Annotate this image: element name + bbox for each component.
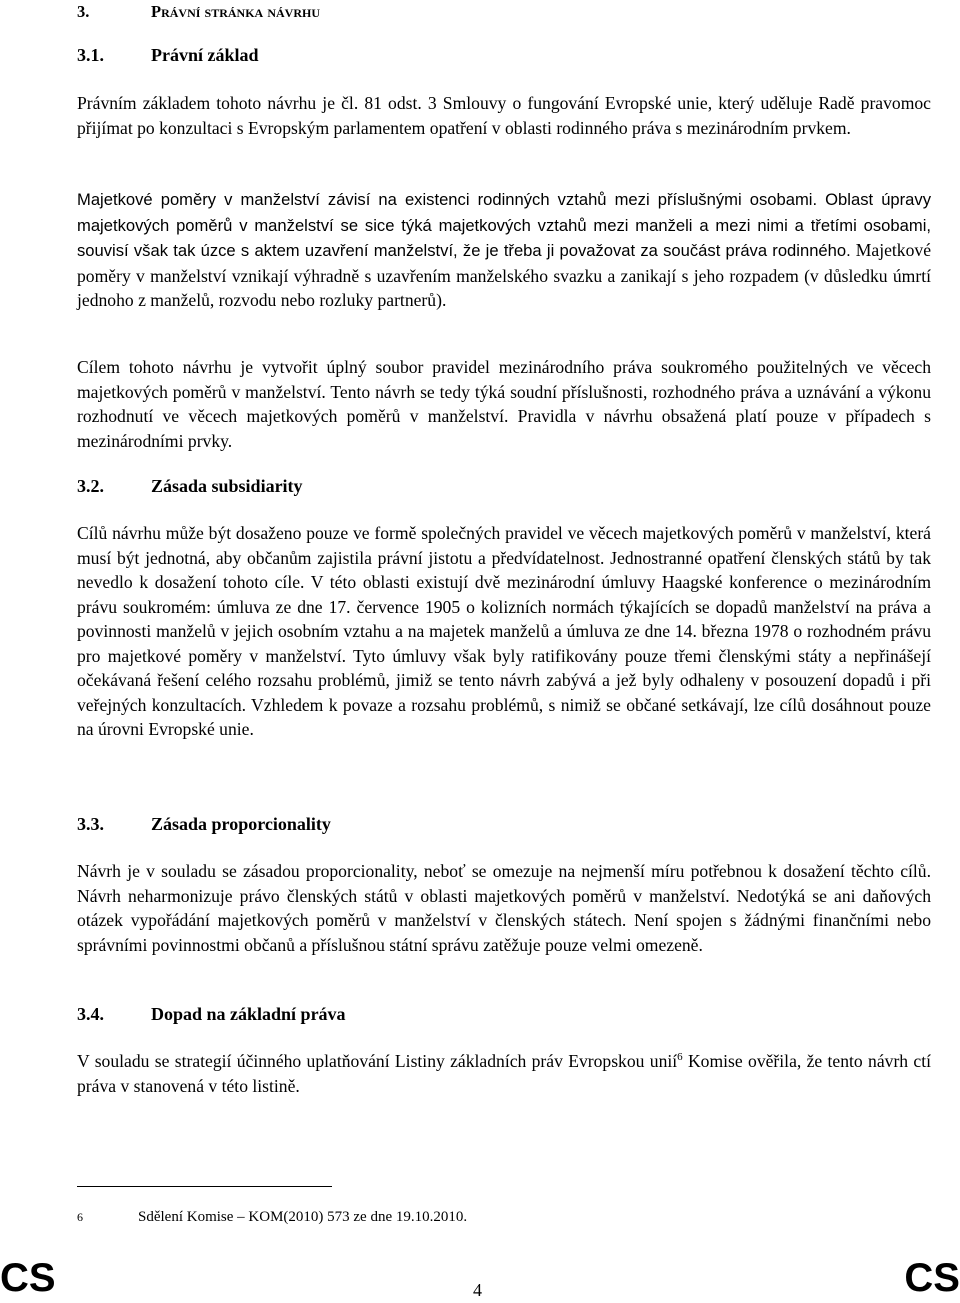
footnote-reference[interactable]: 6	[677, 1051, 683, 1064]
section-3-2-heading	[77, 476, 303, 497]
paragraph-text: Komise ověřila, že tento návrh ctí práva v stanovená v této listině.	[77, 1051, 932, 1096]
footer-language-left: CS	[0, 1256, 56, 1300]
section-number: 3.4.	[77, 1004, 104, 1024]
section-title: Zásada proporcionality	[151, 814, 331, 834]
footer-language-right: CS	[904, 1256, 960, 1300]
page-number: 4	[473, 1280, 482, 1300]
paragraph-serif-part: Majetkové poměry v manželství vznikají výhradně s uzavřením manželského svazku a zanikají s jeho rozpadem (v důsledku úmrtí jednoho z manželů, rozvodu nebo rozluky partnerů).	[77, 240, 931, 310]
section-title: Zásada subsidiarity	[151, 476, 303, 496]
section-3-heading	[77, 2, 320, 22]
paragraph: Cílem tohoto návrhu je vytvořit úplný soubor pravidel mezinárodního práva soukromého použitelných ve věcech majetkových poměrů v manželství. Tento návrh se tedy týká soudní příslušnosti, rozhodného práva a uznávání a výkonu rozhodnutí ve věcech majetkových poměrů v manželství. Pravidla v návrhu obsažená platí pouze v případech s mezinárodními prvky.	[77, 357, 931, 451]
section-3-4-heading	[77, 1004, 346, 1025]
section-number: 3.1.	[77, 45, 104, 65]
section-number: 3.2.	[77, 476, 104, 496]
section-number: 3.	[77, 2, 90, 21]
paragraph: Právním základem tohoto návrhu je čl. 81 odst. 3 Smlouvy o fungování Evropské unie, který uděluje Radě pravomoc přijímat po konzultaci s Evropským parlamentem opatření v oblasti rodinného práva s mezinárodním prvkem.	[77, 93, 931, 138]
section-title: Právní základ	[151, 45, 259, 65]
paragraph: Návrh je v souladu se zásadou proporcionality, neboť se omezuje na nejmenší míru potřebnou k dosažení těchto cílů. Návrh neharmonizuje právo členských států v oblasti majetkových poměrů v manželství. Nedotýká se ani daňových otázek vypořádání majetkových poměrů v manželství v členských státech. Není spojen s žádnými finančními nebo správními povinnostmi občanů a příslušnou státní správu zatěžuje pouze velmi omezeně.	[77, 861, 931, 955]
paragraph	[77, 187, 931, 313]
footnote-number: 6	[77, 1210, 83, 1224]
paragraph	[77, 1049, 931, 1098]
section-3-1-heading	[77, 45, 259, 66]
paragraph: Cílů návrhu může být dosaženo pouze ve formě společných pravidel ve věcech majetkových poměrů v manželství, která musí být jednotná, aby občanům zajistila právní jistotu a předvídatelnost. Jednostranné opatření členských států by tak nevedlo k dosažení tohoto cíle. V této oblasti existují dvě mezinárodní úmluvy Haagské konference o mezinárodním právu soukromém: úmluva ze dne 17. července 1905 o kolizních normách týkajících se dopadů manželství na práva a povinnosti manželů v jejich osobním vztahu a na majetek manželů a úmluva ze dne 14. března 1978 o rozhodném právu pro majetkové poměry v manželství. Tyto úmluvy však byly ratifikovány pouze třemi členskými státy a nepřinášejí očekávaná řešení celého rozsahu problémů, jimiž se tento návrh zabývá a jež byly odhaleny v posouzení dopadů i při veřejných konzultacích. Vzhledem k povaze a rozsahu problémů, s nimiž se občané setkávají, lze cílů dosáhnout pouze na úrovni Evropské unie.	[77, 523, 931, 739]
paragraph-text: V souladu se strategií účinného uplatňování Listiny základních práv Evropskou unií	[77, 1051, 678, 1071]
paragraph-sans-part: Majetkové poměry v manželství závisí na existenci rodinných vztahů mezi příslušnými osobami. Oblast úpravy majetkových poměrů v manželství se sice týká majetkových vztahů mezi manželi a mezi nimi a třetími osobami, souvisí však tak úzce s aktem uzavření manželství, že je třeba ji považovat za součást práva rodinného.	[77, 190, 931, 260]
section-title: Právní stránka návrhu	[151, 2, 321, 21]
section-3-3-heading	[77, 814, 331, 835]
section-title: Dopad na základní práva	[151, 1004, 346, 1024]
footnote-text: Sdělení Komise – KOM(2010) 573 ze dne 19.10.2010.	[138, 1209, 468, 1225]
section-number: 3.3.	[77, 814, 104, 834]
footnote-separator	[77, 1186, 332, 1187]
